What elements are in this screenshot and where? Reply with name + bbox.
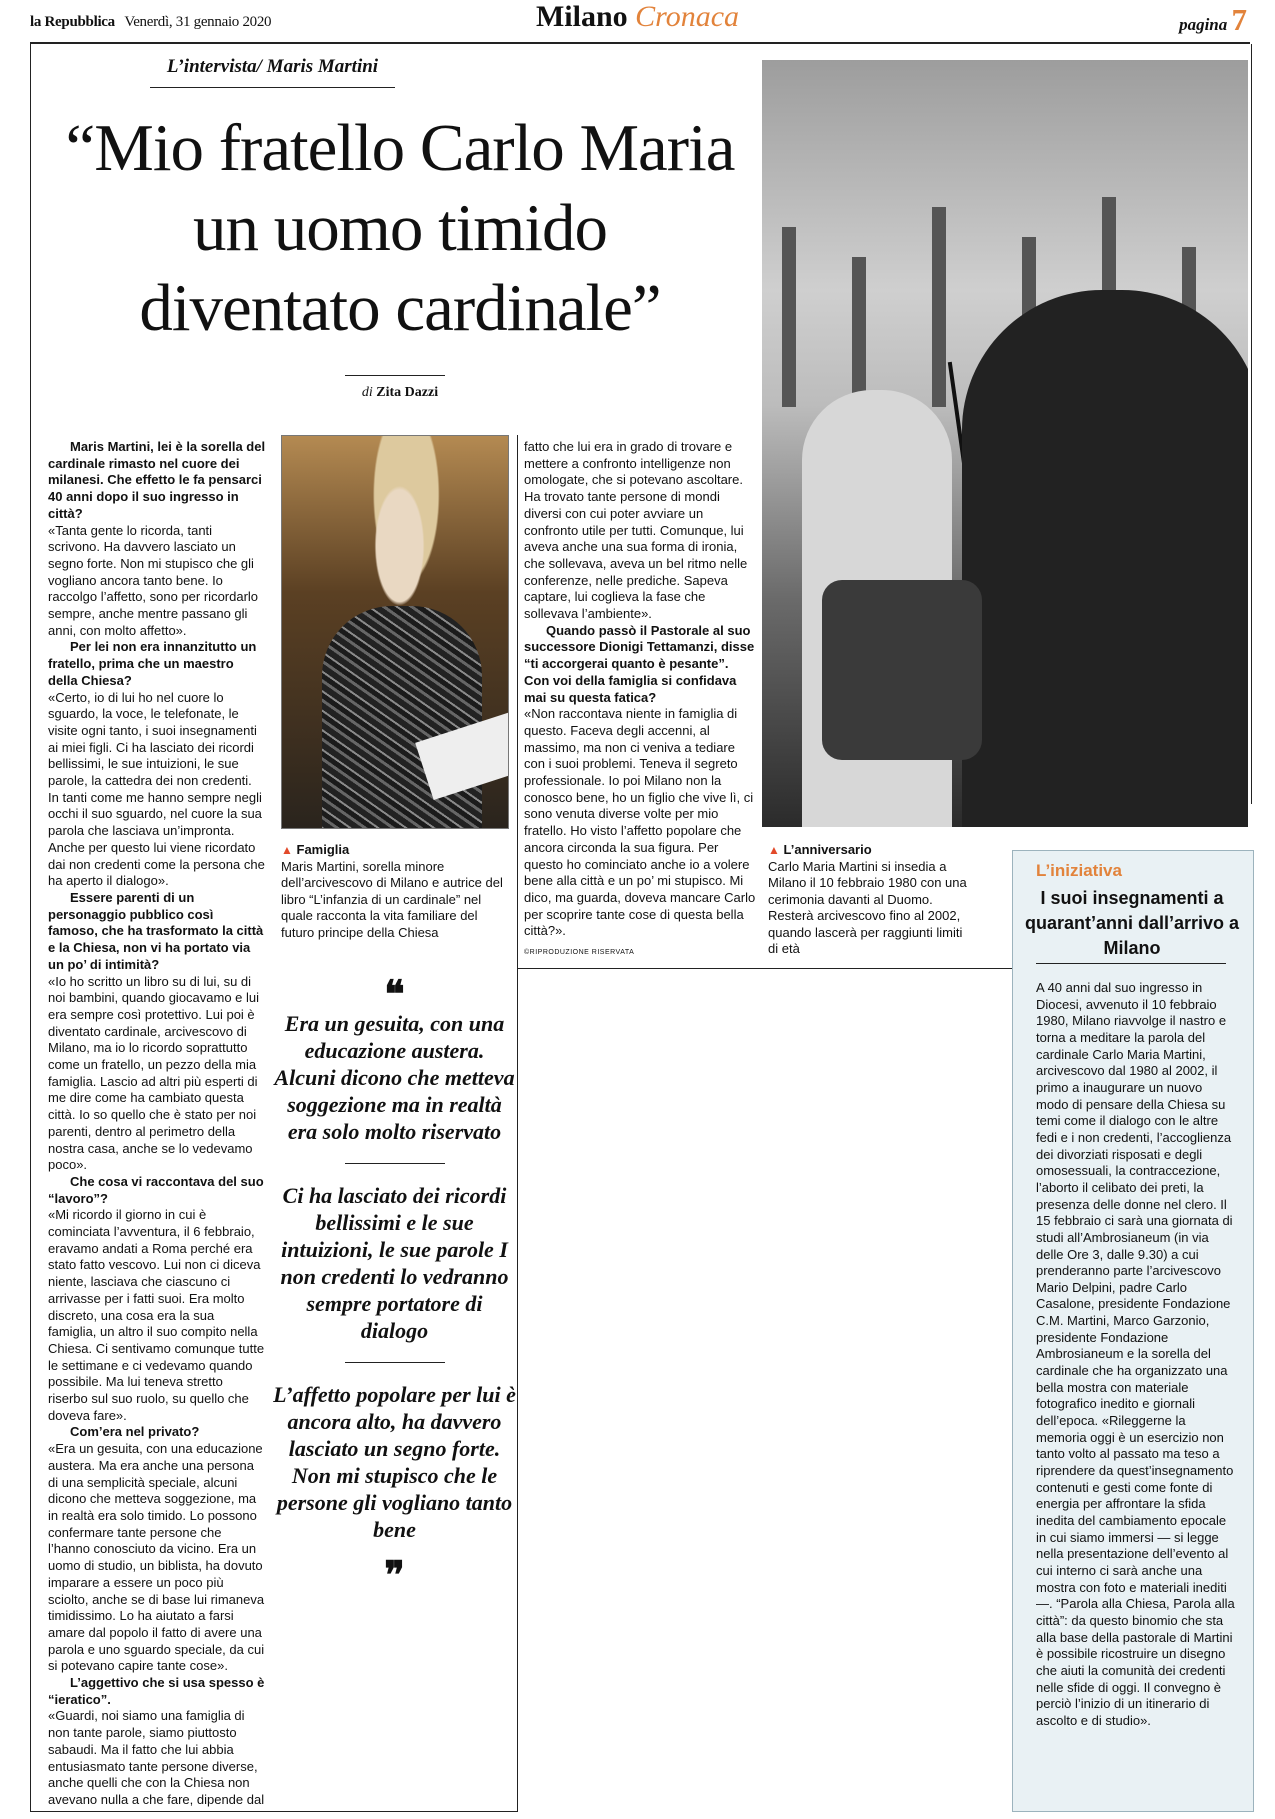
- interview-question: Maris Martini, lei è la sorella del cardinale rimasto nel cuore dei milanesi. Che effetto le fa pensarci 40 anni dopo il suo ingresso in città?: [48, 439, 266, 521]
- issue-date: Venerdì, 31 gennaio 2020: [124, 14, 272, 30]
- pull-quote: L’affetto popolare per lui è ancora alto, ha davvero lasciato un segno forte. Non mi stupisco che le persone gli vogliano tanto bene: [273, 1382, 516, 1542]
- headline-line: “Mio fratello Carlo Maria: [65, 111, 735, 185]
- header-rule: [30, 42, 1250, 44]
- article-headline: [30, 108, 770, 348]
- caption-label: Famiglia: [296, 842, 350, 857]
- caption-text: Carlo Maria Martini si insedia a Milano il 10 febbraio 1980 con una cerimonia davanti al Duomo. Resterà arcivescovo fino al 2002, quando lascerà per raggiunti limiti di età: [768, 858, 967, 956]
- page-number: [1179, 2, 1247, 38]
- caption-text: Maris Martini, sorella minore dell’arcivescovo di Milano e autrice del libro “L’infanzia di un cardinale” nel quale racconta la vita familiare del futuro principe della Chiesa: [281, 858, 503, 940]
- byline-author: Zita Dazzi: [376, 385, 439, 400]
- caption-label: L’anniversario: [783, 842, 872, 857]
- pull-quote: Ci ha lasciato dei ricordi bellissimi e le sue intuizioni, le sue parole I non credenti lo vedranno sempre portatore di dialogo: [280, 1183, 509, 1343]
- copyright-notice: ©RIPRODUZIONE RISERVATA: [524, 949, 635, 956]
- page-label: pagina: [1179, 15, 1228, 34]
- page-number-value: 7: [1231, 2, 1247, 37]
- byline: [30, 385, 770, 401]
- interview-answer: «Mi ricordo il giorno in cui è cominciata l’avventura, il 6 febbraio, eravamo andati a Roma perché era stato fatto vescovo. Lui non ci diceva niente, lasciava che ciascuno ci arrivasse per i fatti suoi. Era molto discreto, una cosa era la sua famiglia, un altro il suo compito nella Chiesa. Ci sentivamo comunque tutte le settimane e ci vedevamo quando possibile. Ma lui teneva stretto riserbo sul suo ruolo, su quello che doveva fare».: [48, 1207, 265, 1423]
- close-quote-icon: ❞: [384, 1555, 405, 1597]
- interview-question: Essere parenti di un personaggio pubblico così famoso, che ha trasformato la città e la Chiesa, non vi ha portato via un po’ di intimità?: [48, 889, 264, 972]
- photo-caption-famiglia: [281, 842, 507, 941]
- triangle-icon: ▲: [281, 843, 293, 857]
- pull-quote: Era un gesuita, con una educazione austera. Alcuni dicono che metteva soggezione ma in realtà era solo molto riservato: [274, 1011, 515, 1144]
- pull-quotes: [272, 974, 517, 1597]
- interview-answer: «Guardi, noi siamo una famiglia di non tante parole, siamo piuttosto sabaudi. Ma il fatto che lui abbia entusiasmato tante persone diverse, anche quelli che con la Chiesa non avevano nulla a che fare, dipende dal: [48, 1708, 265, 1807]
- sidebar-rule: [1036, 963, 1226, 964]
- interview-question: Com’era nel privato?: [70, 1424, 200, 1440]
- byline-prefix: di: [361, 385, 373, 400]
- photo-spire: [852, 257, 866, 407]
- open-quote-icon: ❝: [384, 974, 405, 1016]
- article-column-3: [524, 439, 757, 940]
- section-name: Milano: [535, 0, 628, 33]
- interview-answer: «Era un gesuita, con una educazione austera. Ma era anche una persona di una semplicità speciale, alcuni dicono che metteva soggezione, ma in realtà era solo timido. Lo possono confermare tante persone che l’hanno conosciuto da vicino. Era un uomo di studio, un biblista, ha dovuto imparare a essere un poco più sciolto, anche se di base lui rimaneva timidissimo. Lo ha aiutato a farsi amare dal popolo il fatto di avere una parola e uno sguardo speciale, da cui si potevano capire tante cose».: [48, 1441, 265, 1674]
- section-title: [0, 0, 1275, 34]
- interview-question: L’aggettivo che si usa spesso è “ieratico”.: [48, 1675, 265, 1707]
- byline-rule: [345, 375, 445, 376]
- article-column-1: [48, 439, 266, 1809]
- photo-figure: [322, 606, 482, 829]
- frame-col3-left: [517, 435, 518, 968]
- photo-spire: [932, 207, 946, 407]
- article-kicker: L’intervista/ Maris Martini: [166, 56, 379, 77]
- headline-line: un uomo timido: [192, 191, 608, 265]
- triangle-icon: ▲: [768, 843, 780, 857]
- photo-cardinal: [962, 290, 1248, 827]
- photo-maris-martini: [281, 435, 509, 829]
- interview-answer: «Certo, io di lui ho nel cuore lo sguardo, la voce, le telefonate, le visite ogni tanto, i suoi insegnamenti ai miei figli. Ci ha lasciato dei ricordi bellissimi, le sue intuizioni, le sue parole, la cattedra dei non credenti. In tanti come me hanno sempre negli occhi il suo sguardo, nel cuore la sua parola che lasciava un’impronta. Anche per questo lui viene ricordato dai non credenti come la persona che ha aperto il dialogo».: [48, 689, 265, 889]
- sidebar-title: I suoi insegnamenti a quarant’anni dall’arrivo a Milano: [1024, 888, 1240, 958]
- photo-camera: [822, 580, 982, 760]
- frame-right-line: [1251, 44, 1252, 804]
- photo-spire: [782, 227, 796, 407]
- quote-separator: [345, 1362, 445, 1363]
- interview-answer: «Io ho scritto un libro su di lui, su di noi bambini, quando giocavamo e lui era sempre così protettivo. Lui poi è diventato cardinale, arcivescovo di Milano, ma io lo ricordo soprattutto come un fratello, un pezzo della mia famiglia. Lascio ad altri più esperti di me dire come ha cambiato questa città. Io so quello che è stato per noi parenti, dentro al perimetro della nostra casa, anche se lo vedevamo poco».: [48, 973, 260, 1173]
- frame-bottom-line: [30, 1811, 518, 1812]
- sidebar-tag: L’iniziativa: [1036, 861, 1122, 880]
- interview-question: Per lei non era innanzitutto un fratello, prima che un maestro della Chiesa?: [48, 639, 257, 688]
- interview-answer: «Non raccontava niente in famiglia di questo. Faceva degli accenni, al massimo, ma non ci veniva a tediare con i suoi problemi. Teneva il segreto professionale. Io poi Milano non la conosco bene, ho un figlio che vive lì, ci sono venuta diverse volte per mio fratello. Ho visto l’affetto popolare che ancora circonda la sua figura. Per questo ho cominciato anche io a volere bene alla città e un po’ mi stupisco. Mi dico, ma guarda, doveva mancare Carlo per scoprire tante cose di questa bella città?».: [524, 706, 756, 939]
- interview-answer: fatto che lui era in grado di trovare e mettere a confronto intelligenze non omologate, che si potevano ascoltare. Ha trovato tante persone di mondi diversi con cui poter avviare un confronto utile per tutti. Comunque, lui aveva anche una sua forma di ironia, che sollevava, aveva un bel ritmo nelle conferenze, nelle prediche. Sapeva captare, lui coglieva la fase che sollevava l’ambiente».: [524, 439, 748, 622]
- kicker-rule: [150, 87, 395, 88]
- interview-question: Che cosa vi raccontava del suo “lavoro”?: [48, 1173, 264, 1206]
- sidebar-text: A 40 anni dal suo ingresso in Diocesi, avvenuto il 10 febbraio 1980, Milano riavvolge il nastro e torna a meditare la parola del cardinale Carlo Maria Martini, arcivescovo dal 1980 al 2002, il primo a inaugurare un nuovo modo di pensare della Chiesa su temi come il dialogo con le altre fedi e i non credenti, l’accoglienza dei divorziati risposati e degli omosessuali, la contraccezione, l’aborto il celibato dei preti, la presenza delle donne nel clero. Il 15 febbraio ci sarà una giornata di studi all’Ambrosianeum (in via delle Ore 3, dalle 9.30) a cui prenderanno parte l’arcivescovo Mario Delpini, padre Carlo Casalone, presidente Fondazione C.M. Martini, Marco Garzonio, presidente Fondazione Ambrosianeum e la sorella del cardinale che ha organizzato una bella mostra con materiale fotografico inedito e giornali dell’epoca. «Rileggerne la memoria oggi è un esercizio non tanto volto al passato ma teso a riprendere da quest’insegnamento contenuti e gesti come fonte di energia per affrontare la sfida inedita del cambiamento epocale in cui siamo immersi — si legge nella presentazione dell’evento al cui interno ci sarà anche una mostra con foto e materiali inediti —. “Parola alla Chiesa, Parola alla città”: da questo binomio che sta alla base della pastorale di Martini è possibile ricostruire un disegno che aiuti la comunità dei credenti nelle sfide di oggi. Il convegno è perciò l’inizio di un itinerario di ascolto e di studio».: [1036, 980, 1235, 1728]
- quote-separator: [345, 1163, 445, 1164]
- photo-caption-anniversario: [768, 842, 968, 958]
- interview-answer: «Tanta gente lo ricorda, tanti scrivono. Ha davvero lasciato un segno forte. Non mi stupisco che gli vogliano ancora tanto bene. Io raccolgo l’affetto, sono per ricordarlo sempre, anche mentre passano gli anni, con molto affetto».: [48, 522, 259, 638]
- newspaper-name: la Repubblica: [30, 14, 115, 30]
- interview-question: Quando passò il Pastorale al suo successore Dionigi Tettamanzi, disse “ti accorgerai quanto è pesante”. Con voi della famiglia si confidava mai su questa fatica?: [524, 622, 755, 705]
- headline-line: diventato cardinale”: [139, 271, 661, 345]
- section-subname: Cronaca: [635, 0, 740, 33]
- photo-anniversary-duomo: [762, 60, 1248, 827]
